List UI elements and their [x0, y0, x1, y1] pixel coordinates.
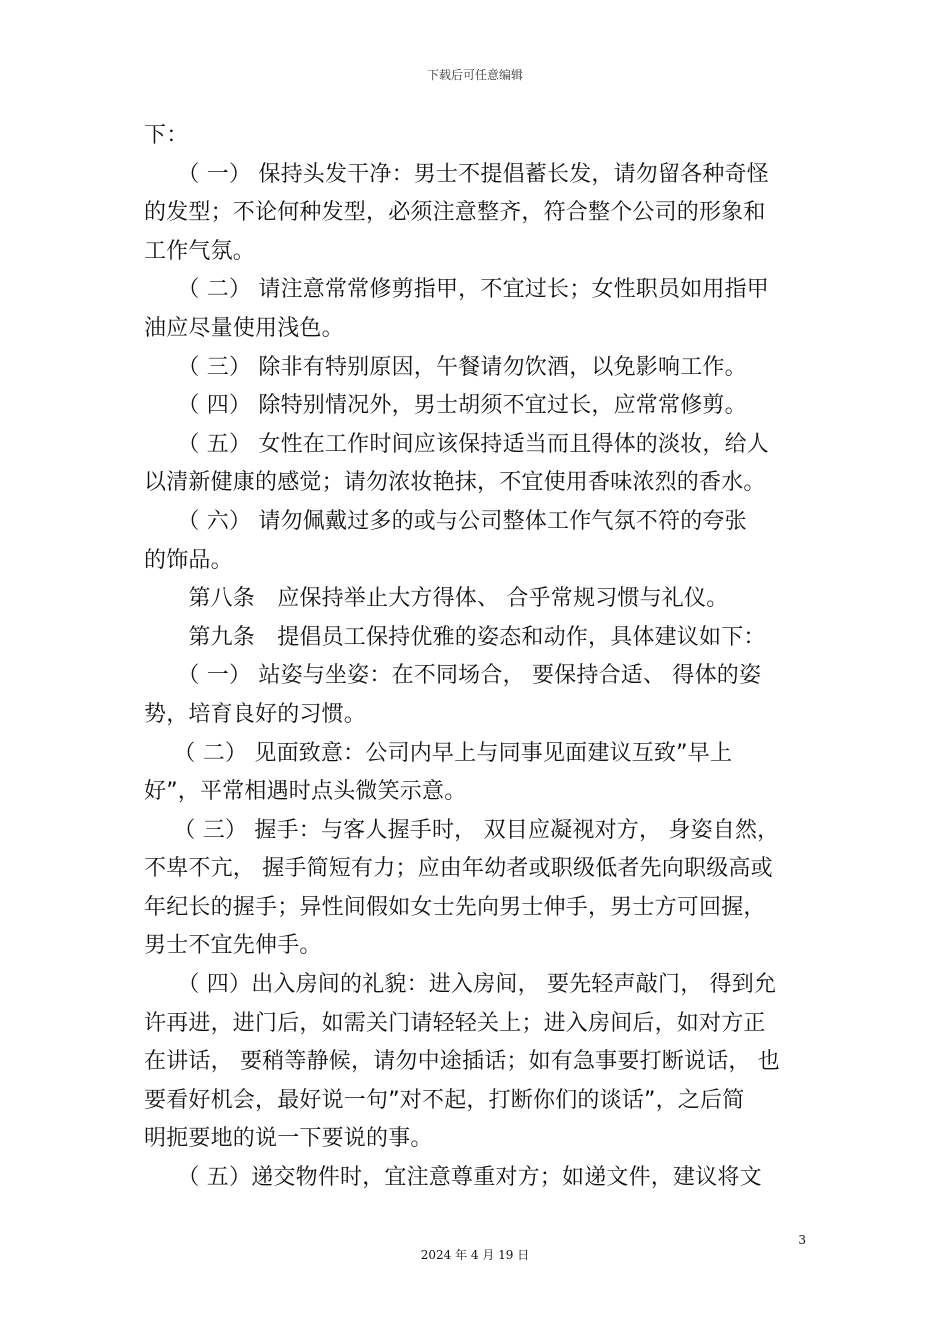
text-line: 的发型；不论何种发型，必须注意整齐，符合整个公司的形象和 — [144, 200, 766, 226]
page-number: 3 — [798, 1233, 806, 1247]
text-line: 要看好机会，最好说一句”对不起，打断你们的谈话”，之后简 — [144, 1087, 745, 1113]
text-line: 在讲话， 要稍等静候，请勿中途插话；如有急事要打断说话， 也 — [144, 1049, 780, 1075]
text-line: 第八条 应保持举止大方得体、 合乎常规习惯与礼仪。 — [144, 586, 729, 612]
text-line: （ 二） 见面致意：公司内早上与同事见面建议互致”早上 — [144, 740, 733, 766]
text-line: 男士不宜先伸手。 — [144, 933, 322, 959]
text-line: （ 三） 握手：与客人握手时， 双目应凝视对方， 身姿自然， — [144, 817, 780, 843]
text-line: 下： — [144, 123, 189, 148]
text-line: （ 六） 请勿佩戴过多的或与公司整体工作气氛不符的夸张 — [144, 508, 747, 534]
text-line: 不卑不亢， 握手简短有力；应由年幼者或职级低者先向职级高或 — [144, 856, 773, 882]
document-body — [144, 117, 810, 1198]
text-line: 好”，平常相遇时点头微笑示意。 — [144, 779, 467, 805]
text-line: （ 四） 除特别情况外，男士胡须不宜过长，应常常修剪。 — [144, 393, 747, 419]
text-line: （ 四）出入房间的礼貌：进入房间， 要先轻声敲门， 得到允 — [144, 972, 777, 998]
text-line: 年纪长的握手；异性间假如女士先向男士伸手，男士方可回握， — [144, 894, 766, 920]
text-line: （ 三） 除非有特别原因，午餐请勿饮酒，以免影响工作。 — [144, 354, 747, 380]
text-line: 势，培育良好的习惯。 — [144, 701, 367, 727]
text-line: 的饰品。 — [144, 547, 233, 573]
text-line: （ 一） 站姿与坐姿：在不同场合， 要保持合适、 得体的姿 — [144, 663, 762, 689]
text-line: 第九条 提倡员工保持优雅的姿态和动作，具体建议如下： — [144, 624, 766, 650]
text-line: 油应尽量使用浅色。 — [144, 315, 344, 341]
text-line: （ 二） 请注意常常修剪指甲，不宜过长；女性职员如用指甲 — [144, 277, 769, 303]
text-line: 工作气氛。 — [144, 238, 256, 264]
text-line: （ 五） 女性在工作时间应该保持适当而且得体的淡妆，给人 — [144, 431, 769, 457]
text-line: 许再进，进门后，如需关门请轻轻关上；进入房间后，如对方正 — [144, 1010, 766, 1036]
text-line: （ 五）递交物件时，宜注意尊重对方；如递文件，建议将文 — [144, 1165, 762, 1191]
text-line: （ 一） 保持头发干净：男士不提倡蓄长发，请勿留各种奇怪 — [144, 161, 769, 187]
footer-date: 2024 年 4 月 19 日 — [420, 1248, 530, 1262]
text-line: 以清新健康的感觉；请勿浓妆艳抹，不宜使用香味浓烈的香水。 — [144, 470, 766, 496]
page-header: 下载后可任意编辑 — [426, 68, 523, 82]
text-line: 明扼要地的说一下要说的事。 — [144, 1126, 433, 1152]
